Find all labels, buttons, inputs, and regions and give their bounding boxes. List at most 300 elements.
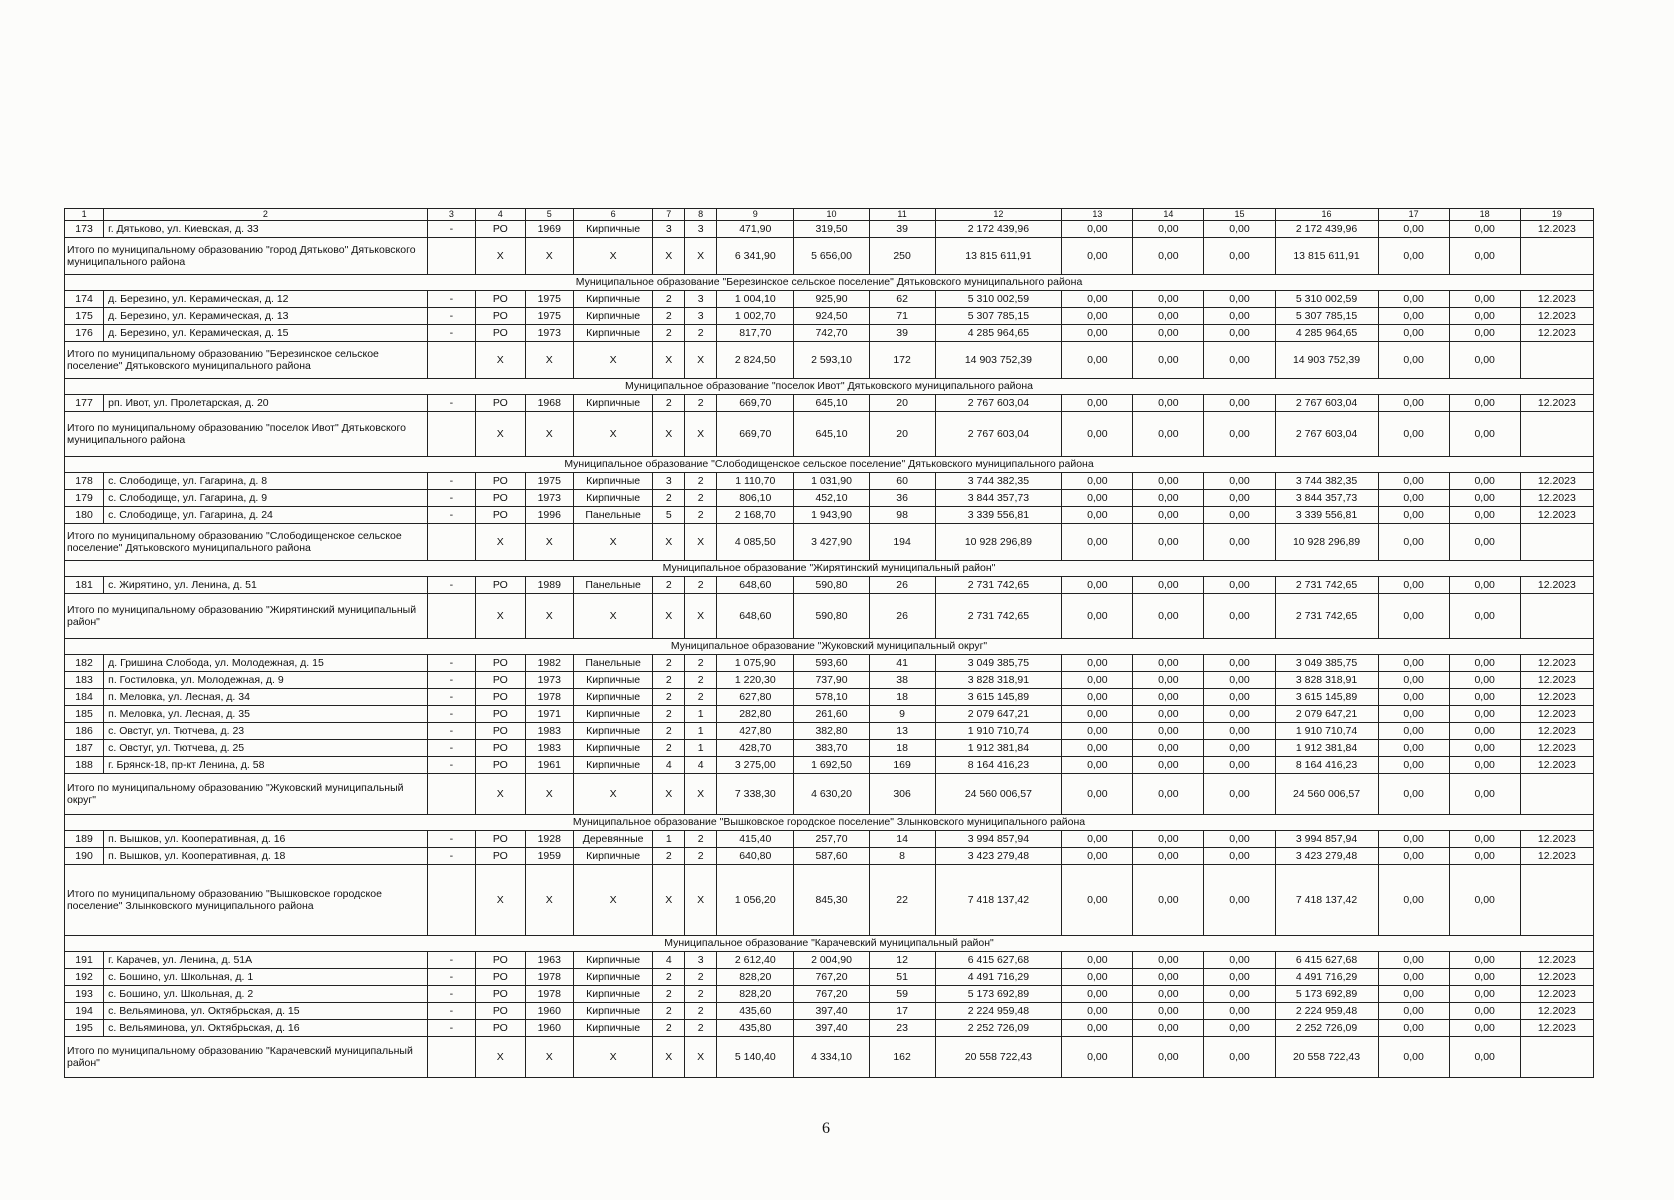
table-cell: 0,00 [1062,308,1133,325]
table-cell: Кирпичные [573,473,652,490]
table-row [65,672,1594,689]
subtotal-cell: X [653,774,685,815]
table-cell: 1978 [525,969,573,986]
table-cell: 2 [685,969,717,986]
table-cell: 8 164 416,23 [935,757,1062,774]
table-cell: РО [476,706,525,723]
table-cell: - [427,291,475,308]
subtotal-cell: X [525,774,573,815]
subtotal-cell: 0,00 [1062,774,1133,815]
table-row [65,986,1594,1003]
table-cell: 806,10 [717,490,794,507]
table-cell: 3 423 279,48 [1275,848,1378,865]
subtotal-cell [1520,238,1593,275]
table-cell: 0,00 [1378,706,1449,723]
table-cell: 3 [653,221,685,238]
table-cell: 3 [653,473,685,490]
table-cell: 1 [685,723,717,740]
table-cell: 2 731 742,65 [1275,577,1378,594]
table-cell: РО [476,689,525,706]
subtotal-cell: 306 [869,774,935,815]
table-cell: 4 285 964,65 [935,325,1062,342]
table-cell: 2 [685,672,717,689]
address-cell: с. Слободище, ул. Гагарина, д. 8 [104,473,428,490]
table-cell: Кирпичные [573,740,652,757]
subtotal-cell: X [476,1037,525,1078]
column-number-cell: 1 [65,209,104,221]
table-cell: 0,00 [1378,986,1449,1003]
table-cell: 0,00 [1062,952,1133,969]
table-cell: 1 075,90 [717,655,794,672]
subtotal-cell [1520,1037,1593,1078]
table-cell: РО [476,740,525,757]
table-cell: 2 [685,848,717,865]
table-cell: - [427,473,475,490]
table-cell: 0,00 [1133,655,1204,672]
table-cell: 0,00 [1204,473,1275,490]
subtotal-cell: 0,00 [1062,594,1133,639]
table-cell: 5 307 785,15 [1275,308,1378,325]
subtotal-cell: X [476,594,525,639]
table-cell: РО [476,473,525,490]
table-row [65,723,1594,740]
table-cell: 0,00 [1204,969,1275,986]
table-cell: 0,00 [1378,1003,1449,1020]
table-cell: 175 [65,308,104,325]
table-row [65,1003,1594,1020]
table-cell: 1 004,10 [717,291,794,308]
table-cell: - [427,308,475,325]
table-cell: 3 844 357,73 [935,490,1062,507]
table-cell: 2 [653,848,685,865]
address-cell: с. Бошино, ул. Школьная, д. 1 [104,969,428,986]
subtotal-cell: X [653,342,685,379]
table-cell: 1 [685,740,717,757]
table-cell: 0,00 [1204,740,1275,757]
address-cell: с. Слободище, ул. Гагарина, д. 24 [104,507,428,524]
subtotal-label: Итого по муниципальному образованию "поселок Ивот" Дятьковского муниципального района [65,412,428,457]
table-cell: Кирпичные [573,952,652,969]
table-cell: 12.2023 [1520,952,1593,969]
subtotal-cell: X [653,1037,685,1078]
table-cell: 0,00 [1204,757,1275,774]
subtotal-row [65,412,1594,457]
table-cell: 3 994 857,94 [935,831,1062,848]
table-cell: 2 079 647,21 [1275,706,1378,723]
table-cell: - [427,507,475,524]
table-cell: 0,00 [1204,723,1275,740]
table-cell: 435,80 [717,1020,794,1037]
table-cell: Кирпичные [573,723,652,740]
table-cell: Кирпичные [573,706,652,723]
column-number-cell: 14 [1133,209,1204,221]
subtotal-cell: X [525,342,573,379]
table-cell: 182 [65,655,104,672]
subtotal-cell: 0,00 [1062,238,1133,275]
address-cell: д. Березино, ул. Керамическая, д. 13 [104,308,428,325]
table-cell: РО [476,325,525,342]
subtotal-cell: X [653,412,685,457]
table-cell: 0,00 [1204,986,1275,1003]
table-cell: 2 [653,969,685,986]
table-cell: 2 [685,1003,717,1020]
subtotal-cell [427,342,475,379]
table-cell: 0,00 [1449,291,1520,308]
table-cell: - [427,848,475,865]
subtotal-cell [427,524,475,561]
table-cell: 23 [869,1020,935,1037]
address-cell: д. Березино, ул. Керамическая, д. 15 [104,325,428,342]
table-cell: 194 [65,1003,104,1020]
subtotal-cell [1520,594,1593,639]
table-cell: 8 164 416,23 [1275,757,1378,774]
column-number-cell: 10 [794,209,869,221]
table-cell: 0,00 [1133,221,1204,238]
subtotal-cell: 194 [869,524,935,561]
table-row [65,490,1594,507]
table-cell: 2 [653,672,685,689]
subtotal-cell: 0,00 [1378,774,1449,815]
table-cell: 3 339 556,81 [935,507,1062,524]
table-cell: 0,00 [1449,308,1520,325]
municipality-header-row [65,639,1594,655]
table-cell: 4 [653,952,685,969]
table-row [65,325,1594,342]
column-number-cell: 16 [1275,209,1378,221]
table-cell: 12.2023 [1520,831,1593,848]
table-cell: 471,90 [717,221,794,238]
table-cell: 0,00 [1449,490,1520,507]
table-cell: 36 [869,490,935,507]
repair-program-table-sheet [64,208,1594,1078]
subtotal-cell: X [685,524,717,561]
table-cell: 3 049 385,75 [1275,655,1378,672]
subtotal-cell: 648,60 [717,594,794,639]
table-cell: 1996 [525,507,573,524]
table-cell: 0,00 [1062,291,1133,308]
subtotal-cell: X [685,594,717,639]
table-cell: Кирпичные [573,221,652,238]
table-cell: 0,00 [1133,325,1204,342]
table-cell: 0,00 [1449,848,1520,865]
table-cell: 0,00 [1062,325,1133,342]
table-cell: 3 744 382,35 [1275,473,1378,490]
table-cell: 1961 [525,757,573,774]
table-row [65,848,1594,865]
table-row [65,577,1594,594]
table-cell: 14 [869,831,935,848]
table-row [65,507,1594,524]
subtotal-label: Итого по муниципальному образованию "Слободищенское сельское поселение" Дятьковского муниципального района [65,524,428,561]
table-cell: 0,00 [1378,952,1449,969]
table-cell: 435,60 [717,1003,794,1020]
subtotal-cell: 0,00 [1204,524,1275,561]
table-cell: 0,00 [1204,831,1275,848]
subtotal-label: Итого по муниципальному образованию "Жирятинский муниципальный район" [65,594,428,639]
subtotal-cell: 0,00 [1378,412,1449,457]
subtotal-cell: X [476,774,525,815]
subtotal-cell: 20 558 722,43 [935,1037,1062,1078]
table-cell: 1 [653,831,685,848]
subtotal-cell: 2 731 742,65 [1275,594,1378,639]
table-cell: 0,00 [1062,986,1133,1003]
table-cell: 2 224 959,48 [1275,1003,1378,1020]
table-cell: 0,00 [1378,325,1449,342]
subtotal-cell: 172 [869,342,935,379]
table-cell: РО [476,723,525,740]
table-cell: 181 [65,577,104,594]
subtotal-cell: 0,00 [1133,594,1204,639]
table-cell: 0,00 [1204,291,1275,308]
table-cell: Кирпичные [573,672,652,689]
table-cell: 0,00 [1449,969,1520,986]
table-cell: 737,90 [794,672,869,689]
table-cell: 0,00 [1062,723,1133,740]
subtotal-cell [427,238,475,275]
table-cell: 18 [869,689,935,706]
subtotal-cell: 1 056,20 [717,865,794,936]
table-cell: 1983 [525,723,573,740]
table-cell: 0,00 [1378,655,1449,672]
subtotal-cell: X [525,238,573,275]
table-cell: 12.2023 [1520,848,1593,865]
subtotal-cell [427,594,475,639]
table-cell: 2 [653,577,685,594]
subtotal-cell [1520,774,1593,815]
table-cell: 2 [653,490,685,507]
subtotal-cell: X [525,524,573,561]
table-cell: 0,00 [1062,740,1133,757]
table-cell: 0,00 [1204,308,1275,325]
table-cell: РО [476,490,525,507]
table-cell: Кирпичные [573,1020,652,1037]
table-cell: РО [476,221,525,238]
table-cell: 5 [653,507,685,524]
table-cell: 0,00 [1449,221,1520,238]
subtotal-cell: 0,00 [1378,238,1449,275]
address-cell: п. Меловка, ул. Лесная, д. 35 [104,706,428,723]
subtotal-cell: 0,00 [1062,412,1133,457]
table-cell: 5 173 692,89 [935,986,1062,1003]
table-cell: 3 744 382,35 [935,473,1062,490]
subtotal-cell: 250 [869,238,935,275]
table-cell: 2 [653,1020,685,1037]
table-cell: 1960 [525,1020,573,1037]
subtotal-cell: X [573,865,652,936]
column-number-cell: 2 [104,209,428,221]
subtotal-cell [427,865,475,936]
subtotal-cell: 4 085,50 [717,524,794,561]
subtotal-cell: 845,30 [794,865,869,936]
table-row [65,740,1594,757]
address-cell: с. Вельяминова, ул. Октябрьская, д. 16 [104,1020,428,1037]
table-cell: 12.2023 [1520,757,1593,774]
table-cell: 12.2023 [1520,706,1593,723]
table-cell: 1 692,50 [794,757,869,774]
subtotal-cell: 2 824,50 [717,342,794,379]
table-cell: 2 [653,740,685,757]
subtotal-cell: 4 630,20 [794,774,869,815]
column-number-cell: 4 [476,209,525,221]
table-cell: 0,00 [1133,848,1204,865]
table-cell: 192 [65,969,104,986]
subtotal-row [65,774,1594,815]
subtotal-row [65,594,1594,639]
table-cell: 2 172 439,96 [935,221,1062,238]
table-cell: 3 615 145,89 [1275,689,1378,706]
table-cell: 0,00 [1378,221,1449,238]
table-cell: 2 004,90 [794,952,869,969]
table-cell: РО [476,757,525,774]
table-cell: Кирпичные [573,757,652,774]
table-cell: 0,00 [1062,969,1133,986]
table-cell: 1978 [525,986,573,1003]
table-cell: 0,00 [1378,490,1449,507]
subtotal-cell: X [476,412,525,457]
table-cell: Кирпичные [573,969,652,986]
table-cell: РО [476,969,525,986]
table-cell: 20 [869,395,935,412]
table-cell: 4 [685,757,717,774]
table-row [65,308,1594,325]
table-cell: 2 [653,395,685,412]
address-cell: д. Гришина Слобода, ул. Молодежная, д. 15 [104,655,428,672]
table-cell: 0,00 [1378,507,1449,524]
table-cell: 261,60 [794,706,869,723]
subtotal-cell [427,774,475,815]
subtotal-cell: 2 767 603,04 [1275,412,1378,457]
table-cell: 587,60 [794,848,869,865]
table-cell: 0,00 [1133,577,1204,594]
table-cell: 0,00 [1449,706,1520,723]
table-cell: 0,00 [1449,757,1520,774]
table-cell: 0,00 [1378,848,1449,865]
table-cell: 1 220,30 [717,672,794,689]
table-cell: 2 [653,655,685,672]
subtotal-cell: X [685,238,717,275]
table-cell: 3 [685,308,717,325]
subtotal-cell: 0,00 [1204,774,1275,815]
subtotal-cell: 0,00 [1133,238,1204,275]
table-cell: РО [476,952,525,969]
subtotal-cell: X [573,238,652,275]
address-cell: д. Березино, ул. Керамическая, д. 12 [104,291,428,308]
table-cell: РО [476,291,525,308]
table-cell: - [427,221,475,238]
table-cell: 2 [653,325,685,342]
subtotal-cell: X [573,412,652,457]
table-row [65,655,1594,672]
table-cell: 186 [65,723,104,740]
table-cell: 12.2023 [1520,473,1593,490]
table-cell: РО [476,507,525,524]
table-cell: 2 [685,577,717,594]
column-number-cell: 6 [573,209,652,221]
subtotal-cell: 0,00 [1204,412,1275,457]
table-cell: 2 [685,689,717,706]
table-cell: Кирпичные [573,1003,652,1020]
subtotal-cell: 0,00 [1062,342,1133,379]
table-cell: 178 [65,473,104,490]
subtotal-cell: 0,00 [1133,342,1204,379]
subtotal-cell: X [476,238,525,275]
table-cell: 12.2023 [1520,308,1593,325]
table-cell: 12.2023 [1520,672,1593,689]
table-cell: 190 [65,848,104,865]
subtotal-cell: 2 593,10 [794,342,869,379]
table-row [65,291,1594,308]
table-cell: 3 [685,291,717,308]
table-cell: 0,00 [1204,507,1275,524]
address-cell: г. Брянск-18, пр-кт Ленина, д. 58 [104,757,428,774]
table-cell: 12.2023 [1520,395,1593,412]
table-cell: - [427,831,475,848]
table-cell: 0,00 [1062,577,1133,594]
table-cell: 26 [869,577,935,594]
subtotal-label: Итого по муниципальному образованию "Карачевский муниципальный район" [65,1037,428,1078]
table-cell: 2 [653,308,685,325]
address-cell: с. Овстуг, ул. Тютчева, д. 25 [104,740,428,757]
subtotal-cell: 0,00 [1062,865,1133,936]
table-cell: 12.2023 [1520,490,1593,507]
subtotal-cell: X [653,865,685,936]
table-cell: 0,00 [1133,740,1204,757]
table-cell: 188 [65,757,104,774]
table-cell: 12.2023 [1520,291,1593,308]
table-cell: - [427,490,475,507]
table-cell: 0,00 [1204,395,1275,412]
table-cell: 2 [685,1020,717,1037]
table-cell: 1959 [525,848,573,865]
table-cell: 177 [65,395,104,412]
table-row [65,395,1594,412]
municipality-title: Муниципальное образование "Березинское сельское поселение" Дятьковского муниципального района [65,275,1594,291]
table-cell: 1973 [525,490,573,507]
subtotal-cell: 7 418 137,42 [1275,865,1378,936]
table-cell: 767,20 [794,969,869,986]
table-row [65,831,1594,848]
table-cell: 257,70 [794,831,869,848]
table-cell: РО [476,655,525,672]
subtotal-row [65,238,1594,275]
table-cell: 0,00 [1062,221,1133,238]
subtotal-cell: X [685,865,717,936]
table-cell: 0,00 [1204,706,1275,723]
table-cell: 2 172 439,96 [1275,221,1378,238]
table-cell: 0,00 [1133,395,1204,412]
table-cell: РО [476,308,525,325]
table-cell: 0,00 [1378,757,1449,774]
table-cell: 6 415 627,68 [935,952,1062,969]
table-cell: 828,20 [717,969,794,986]
table-cell: 0,00 [1449,723,1520,740]
table-cell: 0,00 [1062,757,1133,774]
table-cell: 2 224 959,48 [935,1003,1062,1020]
table-cell: 5 173 692,89 [1275,986,1378,1003]
table-cell: 2 168,70 [717,507,794,524]
table-cell: - [427,706,475,723]
table-cell: 2 [685,507,717,524]
subtotal-cell [1520,524,1593,561]
table-cell: 189 [65,831,104,848]
municipality-title: Муниципальное образование "Вышковское городское поселение" Злынковского муниципального района [65,815,1594,831]
table-cell: 2 731 742,65 [935,577,1062,594]
subtotal-cell: 0,00 [1449,865,1520,936]
subtotal-cell: 0,00 [1062,524,1133,561]
table-cell: 382,80 [794,723,869,740]
table-cell: 1989 [525,577,573,594]
table-cell: 742,70 [794,325,869,342]
